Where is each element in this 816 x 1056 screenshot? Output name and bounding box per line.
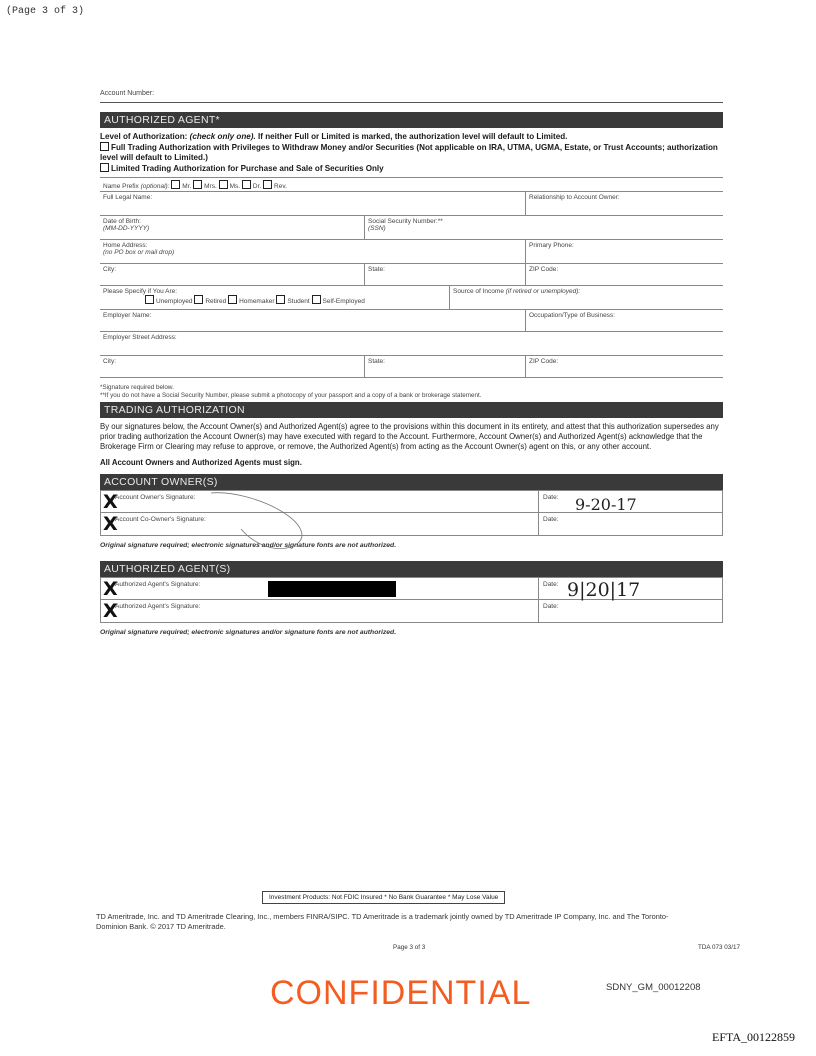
agent-date-label-2: Date:: [543, 603, 559, 610]
dob-label: Date of Birth:: [103, 218, 141, 225]
authorized-agent-header: AUTHORIZED AGENT*: [100, 112, 723, 128]
level-note: If neither Full or Limited is marked, the authorization level will default to Limited.: [258, 132, 568, 141]
specify-label: Please Specify if You Are:: [103, 288, 178, 295]
retired-checkbox[interactable]: [194, 295, 203, 304]
limited-trading-checkbox[interactable]: [100, 163, 109, 172]
owner-signature-row: [101, 491, 722, 513]
agent-date-field-2[interactable]: [538, 600, 722, 622]
x-mark-icon: X: [103, 578, 118, 600]
relationship-label: Relationship to Account Owner:: [529, 194, 620, 201]
employer-state-label: State:: [368, 358, 385, 365]
redaction-block: [268, 581, 396, 597]
employer-city-field[interactable]: [100, 356, 364, 377]
student-checkbox[interactable]: [276, 295, 285, 304]
dob-format: (MM-DD-YYYY): [103, 225, 150, 232]
occupation-field[interactable]: [525, 310, 723, 331]
legal-disclaimer: TD Ameritrade, Inc. and TD Ameritrade Clearing, Inc., members FINRA/SIPC. TD Ameritrade is a trademark jointly owned by TD Ameritrade IP Company, Inc. and The Toronto-Dominion Bank. © 2017 TD Ameritrade.: [96, 912, 669, 931]
self-employed-checkbox[interactable]: [312, 295, 321, 304]
unemployed-checkbox[interactable]: [145, 295, 154, 304]
limited-trading-option: Limited Trading Authorization for Purchase and Sale of Securities Only: [111, 164, 384, 173]
trading-authorization-text: By our signatures below, the Account Owner(s) and Authorized Agent(s) agree to the provisions within this document in its entirety, and attest that this authorization supersedes any prior trading authorization the Account Owner(s) may have executed with regard to the Account. Furthermore, Account Owner(s) and Authorized Agent(s) acknowledge that the Brokerage Firm or Clearing may refuse to approve, or remove, the Authorized Agent(s) from acting as the Account Owner(s) agent on this, or any other account.: [100, 422, 719, 451]
account-number-label: Account Number:: [100, 90, 723, 103]
home-address-row: [100, 240, 723, 264]
co-owner-signature-label: Account Co-Owner's Signature:: [115, 516, 206, 523]
agent-signature-row-1: [101, 578, 722, 600]
agent-date-label-1: Date:: [543, 581, 559, 588]
employer-street-row: [100, 332, 723, 356]
prefix-mrs-checkbox[interactable]: [193, 180, 202, 189]
name-prefix-row: [100, 178, 723, 192]
source-income-sub: (if retired or unemployed):: [505, 288, 581, 295]
source-income-label: Source of Income: [453, 288, 504, 295]
original-signature-note-2: Original signature required; electronic signatures and/or signature fonts are not authorized.: [100, 629, 397, 636]
prefix-ms: Ms.: [229, 182, 241, 190]
trading-authorization-header: TRADING AUTHORIZATION: [100, 402, 723, 418]
primary-phone-field[interactable]: [525, 240, 723, 263]
home-address-label: Home Address:: [103, 242, 148, 249]
prefix-mr-checkbox[interactable]: [171, 180, 180, 189]
form: [100, 90, 723, 636]
level-of-authorization: [100, 132, 723, 174]
employer-name-label: Employer Name:: [103, 312, 152, 319]
prefix-rev-checkbox[interactable]: [263, 180, 272, 189]
agent-signature-label-1: Authorized Agent's Signature:: [115, 581, 201, 588]
prefix-mr: Mr.: [182, 182, 192, 190]
authorized-agents-header: AUTHORIZED AGENT(S): [100, 561, 723, 577]
employer-zip-field[interactable]: [525, 356, 723, 377]
co-owner-signature-field[interactable]: [101, 513, 538, 535]
page-number: Page 3 of 3: [393, 944, 426, 951]
self-employed-label: Self-Employed: [322, 298, 365, 305]
co-owner-date-label: Date:: [543, 516, 559, 523]
level-instruction: (check only one).: [189, 132, 256, 141]
fdic-disclaimer-box: Investment Products: Not FDIC Insured * No Bank Guarantee * May Lose Value: [262, 891, 505, 904]
original-signature-note: Original signature required; electronic signatures and/or signature fonts are not authorized.: [100, 542, 397, 549]
bates-number: SDNY_GM_00012208: [606, 982, 701, 993]
authorized-agents-signatures: [100, 577, 723, 623]
employment-status-cell: [100, 286, 449, 309]
confidential-stamp: CONFIDENTIAL: [270, 974, 532, 1012]
scanned-page: [0, 18, 804, 962]
efta-number: EFTA_00122859: [712, 1030, 796, 1044]
full-name-row: [100, 192, 723, 216]
retired-label: Retired: [205, 298, 227, 305]
full-legal-name-label: Full Legal Name:: [103, 194, 153, 201]
name-prefix-cell: [100, 178, 723, 192]
prefix-dr-checkbox[interactable]: [242, 180, 251, 189]
zip-field[interactable]: [525, 264, 723, 285]
dob-ssn-row: [100, 216, 723, 240]
footnotes: [100, 384, 723, 400]
x-mark-icon: X: [103, 600, 118, 622]
source-of-income-field[interactable]: [449, 286, 723, 309]
x-mark-icon: X: [103, 513, 118, 535]
employer-street-field[interactable]: [100, 332, 723, 355]
ssn-field[interactable]: [364, 216, 723, 239]
city-row: [100, 264, 723, 286]
prefix-rev: Rev.: [274, 182, 287, 190]
full-legal-name-field[interactable]: [100, 192, 525, 215]
name-prefix-label: Name Prefix: [103, 182, 139, 190]
owner-date-handwritten: 9-20-17: [575, 495, 637, 514]
ssn-label: Social Security Number:**: [368, 218, 443, 225]
level-label: Level of Authorization:: [100, 132, 188, 141]
employer-state-field[interactable]: [364, 356, 525, 377]
state-label: State:: [368, 266, 385, 273]
prefix-mrs: Mrs.: [204, 182, 217, 190]
prefix-ms-checkbox[interactable]: [219, 180, 228, 189]
employer-zip-label: ZIP Code:: [529, 358, 559, 365]
co-owner-date-field[interactable]: [538, 513, 722, 535]
occupation-label: Occupation/Type of Business:: [529, 312, 615, 319]
agent-signature-field-2[interactable]: [101, 600, 538, 622]
homemaker-label: Homemaker: [239, 298, 275, 305]
x-mark-icon: X: [103, 491, 118, 513]
agent-date-handwritten: 9|20|17: [567, 579, 641, 601]
employment-row: [100, 286, 723, 310]
form-number: TDA 073 03/17: [698, 944, 741, 951]
employer-street-label: Employer Street Address:: [103, 334, 177, 341]
full-trading-checkbox[interactable]: [100, 142, 109, 151]
co-owner-signature-row: [101, 513, 722, 535]
city-label: City:: [103, 266, 116, 273]
relationship-field[interactable]: [525, 192, 723, 215]
ssn-sub: (SSN): [368, 225, 386, 232]
employer-city-row: [100, 356, 723, 378]
full-trading-option: Full Trading Authorization with Privileges to Withdraw Money and/or Securities (Not applicable on IRA, UTMA, UGMA, Estate, or Trust Accounts; authorization level will default to Limited.): [100, 143, 718, 162]
primary-phone-label: Primary Phone:: [529, 242, 574, 249]
owner-date-field[interactable]: [538, 491, 722, 512]
footnote-2: **If you do not have a Social Security Number, please submit a photocopy of your passport and a copy of a bank or brokerage statement.: [100, 392, 482, 399]
owner-date-label: Date:: [543, 494, 559, 501]
footnote-1: *Signature required below.: [100, 384, 174, 391]
home-address-field[interactable]: [100, 240, 525, 263]
name-prefix-optional: (optional):: [140, 182, 170, 190]
must-sign-note: All Account Owners and Authorized Agents must sign.: [100, 458, 302, 467]
agent-date-field-1[interactable]: [538, 578, 722, 599]
account-owners-header: ACCOUNT OWNER(S): [100, 474, 723, 490]
employer-city-label: City:: [103, 358, 116, 365]
homemaker-checkbox[interactable]: [228, 295, 237, 304]
home-address-sub: (no PO box or mail drop): [103, 249, 175, 256]
page-header: (Page 3 of 3): [6, 6, 85, 17]
unemployed-label: Unemployed: [156, 298, 193, 305]
zip-label: ZIP Code:: [529, 266, 559, 273]
owner-signature-label: Account Owner's Signature:: [115, 494, 196, 501]
agent-info-grid: [100, 177, 723, 378]
agent-signature-row-2: [101, 600, 722, 622]
account-owners-signatures: [100, 490, 723, 536]
dob-field[interactable]: [100, 216, 364, 239]
employer-name-row: [100, 310, 723, 332]
prefix-dr: Dr.: [252, 182, 262, 190]
employer-name-field[interactable]: [100, 310, 525, 331]
owner-signature-field[interactable]: [101, 491, 538, 512]
agent-signature-field-1[interactable]: [101, 578, 538, 599]
student-label: Student: [287, 298, 310, 305]
city-field[interactable]: [100, 264, 364, 285]
agent-signature-label-2: Authorized Agent's Signature:: [115, 603, 201, 610]
state-field[interactable]: [364, 264, 525, 285]
